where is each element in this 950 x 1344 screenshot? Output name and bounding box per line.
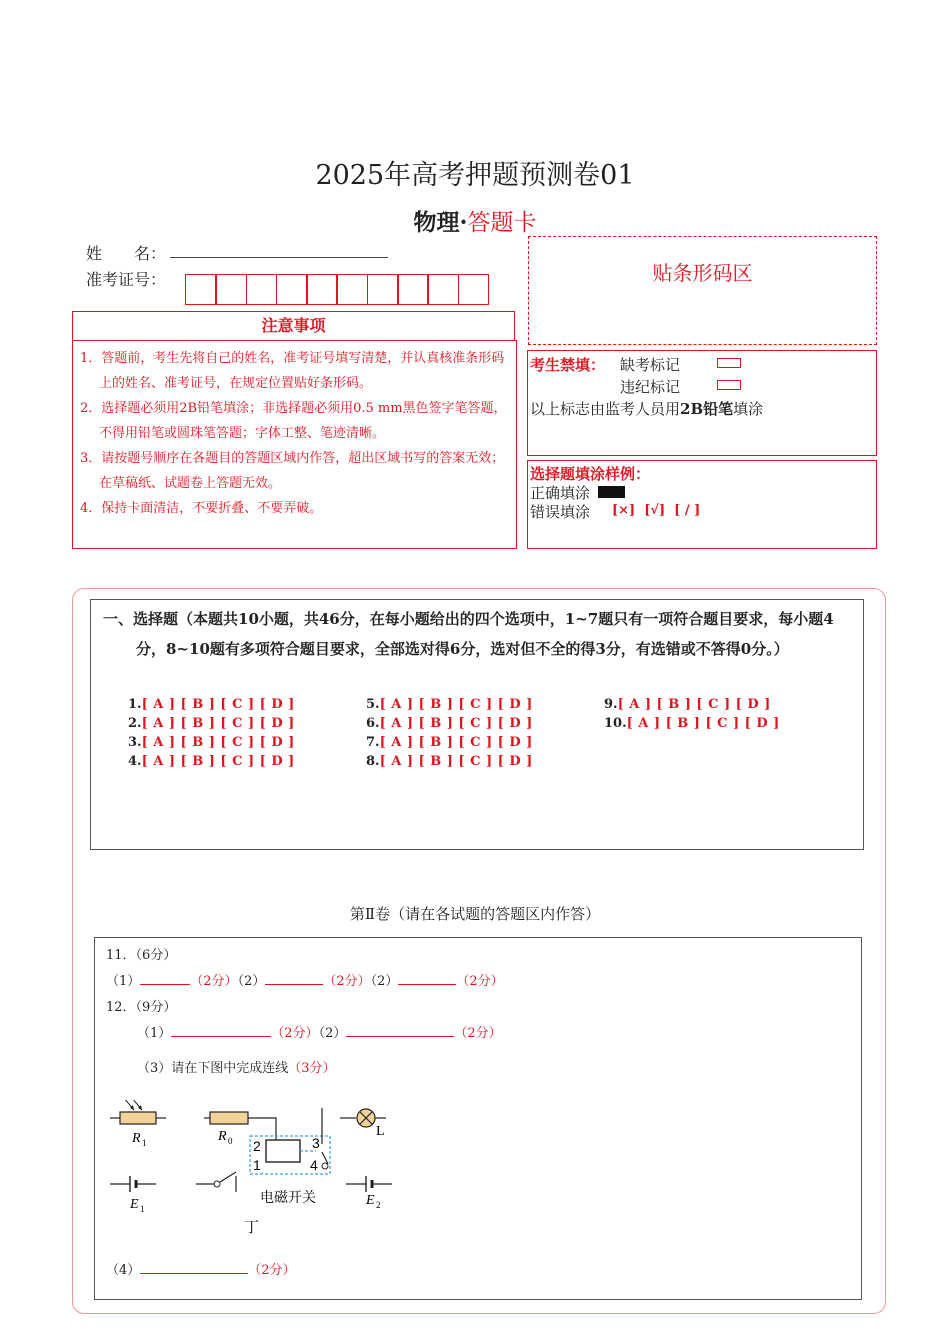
answer-blank[interactable] bbox=[140, 973, 190, 985]
electromagnetic-switch bbox=[250, 1108, 330, 1206]
svg-text:0: 0 bbox=[228, 1136, 233, 1146]
svg-text:L: L bbox=[376, 1124, 385, 1139]
sample-heading: 选择题填涂样例： bbox=[530, 465, 651, 483]
switch bbox=[196, 1172, 236, 1192]
choice-question[interactable]: 4.[ A ] [ B ] [ C ] [ D ] bbox=[128, 754, 295, 769]
proctor-note-bold: 2B铅笔 bbox=[680, 400, 734, 418]
battery-e2 bbox=[346, 1176, 392, 1210]
choice-question[interactable]: 3.[ A ] [ B ] [ C ] [ D ] bbox=[128, 735, 295, 750]
choice-heading bbox=[103, 604, 853, 664]
resistor-r0 bbox=[204, 1112, 276, 1146]
q12-part4: （4） （2分） bbox=[106, 1263, 296, 1278]
exam-id-cell[interactable] bbox=[367, 274, 399, 305]
exam-id-cell[interactable] bbox=[215, 274, 247, 305]
violation-label: 违纪标记 bbox=[620, 378, 681, 396]
choice-question[interactable]: 10.[ A ] [ B ] [ C ] [ D ] bbox=[604, 716, 780, 731]
proctor-note-prefix: 以上标志由监考人员用 bbox=[530, 400, 681, 418]
subtitle-dot: · bbox=[459, 209, 468, 236]
svg-text:R: R bbox=[218, 1129, 227, 1144]
exam-id-cell[interactable] bbox=[276, 274, 308, 305]
choice-question[interactable]: 5.[ A ] [ B ] [ C ] [ D ] bbox=[366, 697, 533, 712]
barcode-area bbox=[528, 236, 877, 345]
q11-answers: （1） （2分）（2） （2分）（2） （2分） bbox=[106, 974, 504, 989]
choice-heading-text: 一、选择题（本题共10小题，共46分，在每小题给出的四个选项中，1~7题只有一项符合题目要求，每小题4分，8~10题有多项符合题目要求，全部选对得6分，选对但不全的得3分，有选错或不答得0分。） bbox=[103, 610, 834, 658]
choice-question[interactable]: 7.[ A ] [ B ] [ C ] [ D ] bbox=[366, 735, 533, 750]
notice-heading: 注意事项 bbox=[72, 311, 515, 341]
answer-blank[interactable] bbox=[140, 1262, 248, 1274]
page-subtitle bbox=[0, 204, 950, 237]
wrong-fill-label: 错误填涂 bbox=[530, 503, 591, 521]
exam-id-cell[interactable] bbox=[306, 274, 338, 305]
absent-label: 缺考标记 bbox=[620, 356, 681, 374]
absent-mark-box[interactable] bbox=[717, 358, 741, 368]
page-title: 2025年高考押题预测卷01 bbox=[315, 160, 635, 191]
wrong-fill-marks: [×] [√] [ / ] bbox=[612, 503, 701, 518]
name-field[interactable] bbox=[170, 257, 388, 258]
answer-blank[interactable] bbox=[398, 973, 456, 985]
proctor-note bbox=[530, 398, 763, 419]
choice-question[interactable]: 6.[ A ] [ B ] [ C ] [ D ] bbox=[366, 716, 533, 731]
circuit-figure[interactable] bbox=[100, 1100, 420, 1240]
choice-question[interactable]: 9.[ A ] [ B ] [ C ] [ D ] bbox=[604, 697, 771, 712]
answer-blank[interactable] bbox=[265, 973, 323, 985]
choice-question[interactable]: 8.[ A ] [ B ] [ C ] [ D ] bbox=[366, 754, 533, 769]
proctor-note-suffix: 填涂 bbox=[733, 400, 764, 418]
choice-question[interactable]: 2.[ A ] [ B ] [ C ] [ D ] bbox=[128, 716, 295, 731]
violation-mark-box[interactable] bbox=[717, 380, 741, 390]
answer-blank[interactable] bbox=[346, 1025, 454, 1037]
svg-text:1: 1 bbox=[142, 1138, 147, 1148]
name-label: 姓 名： bbox=[86, 244, 167, 263]
exam-id-cell[interactable] bbox=[185, 274, 217, 305]
svg-text:2: 2 bbox=[253, 1138, 261, 1154]
card-label: 答题卡 bbox=[467, 210, 537, 236]
subject-label: 物理 bbox=[413, 209, 460, 236]
exam-id-cell[interactable] bbox=[336, 274, 368, 305]
notice-item: 3．请按题号顺序在各题目的答题区域内作答，超出区域书写的答案无效；在草稿纸、试题卷上答题无效。 bbox=[80, 451, 505, 491]
proctor-heading: 考生禁填： bbox=[530, 356, 606, 374]
q12-heading: 12．（9分） bbox=[106, 1000, 177, 1015]
svg-text:E: E bbox=[130, 1197, 139, 1212]
part2-title: 第Ⅱ卷（请在各试题的答题区内作答） bbox=[349, 905, 601, 923]
q11-heading: 11．（6分） bbox=[106, 948, 177, 963]
filled-mark-sample bbox=[598, 486, 625, 498]
choice-question[interactable]: 1.[ A ] [ B ] [ C ] [ D ] bbox=[128, 697, 295, 712]
notice-item: 4．保持卡面清洁，不要折叠、不要弄破。 bbox=[80, 501, 323, 516]
exam-id-label: 准考证号： bbox=[86, 270, 167, 289]
svg-text:E: E bbox=[366, 1193, 375, 1208]
exam-id-cell[interactable] bbox=[246, 274, 278, 305]
svg-text:3: 3 bbox=[312, 1135, 320, 1151]
notice-box bbox=[72, 340, 517, 549]
svg-text:4: 4 bbox=[310, 1157, 318, 1173]
svg-text:1: 1 bbox=[140, 1204, 145, 1214]
svg-text:R: R bbox=[132, 1131, 141, 1146]
svg-text:电磁开关: 电磁开关 bbox=[260, 1190, 316, 1206]
notice-item: 2．选择题必须用2B铅笔填涂；非选择题必须用0.5 mm黑色签字笔答题，不得用铅笔或圆珠笔答题；字体工整、笔迹清晰。 bbox=[80, 401, 507, 441]
battery-e1 bbox=[110, 1176, 156, 1214]
svg-text:2: 2 bbox=[376, 1200, 381, 1210]
barcode-label: 贴条形码区 bbox=[652, 261, 753, 285]
exam-id-grid bbox=[185, 274, 488, 305]
exam-id-cell[interactable] bbox=[458, 274, 490, 305]
figure-label: 丁 bbox=[244, 1218, 260, 1236]
exam-id-cell[interactable] bbox=[427, 274, 459, 305]
lamp-l bbox=[340, 1109, 386, 1139]
answer-blank[interactable] bbox=[171, 1025, 271, 1037]
q12-part3: （3）请在下图中完成连线（3分） bbox=[137, 1061, 336, 1076]
svg-text:1: 1 bbox=[253, 1157, 261, 1173]
q12-answers: （1） （2分）（2） （2分） bbox=[137, 1026, 502, 1041]
exam-id-cell[interactable] bbox=[397, 274, 429, 305]
correct-fill-label: 正确填涂 bbox=[530, 484, 591, 502]
notice-item: 1．答题前，考生先将自己的姓名，准考证号填写清楚，并认真核准条形码上的姓名、准考证号，在规定位置贴好条形码。 bbox=[80, 351, 505, 391]
photoresistor-r1 bbox=[110, 1100, 166, 1148]
